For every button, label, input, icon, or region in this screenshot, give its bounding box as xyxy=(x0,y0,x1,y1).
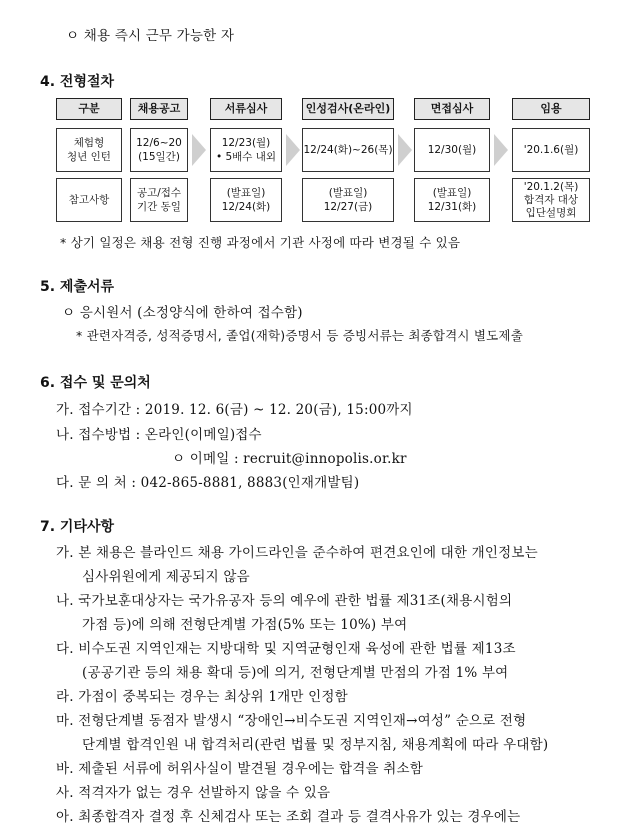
step-interview-row1: 12/30(월) xyxy=(414,128,490,172)
section-7-item-cont: 심사위원에게 제공되지 않음 xyxy=(82,569,250,585)
step-appointment-row2 xyxy=(512,178,590,222)
step-document-review-row1-line1: 12/23(월) xyxy=(221,137,271,149)
step-document-review-row1-line2: • 5배수 내외 xyxy=(215,151,277,163)
step-document-review-row2-line1: (발표일) xyxy=(226,187,266,199)
section-5-title: 5. 제출서류 xyxy=(40,279,115,295)
step-header-announcement: 채용공고 xyxy=(130,98,188,120)
section-5-line2: * 관련자격증, 성적증명서, 졸업(재학)증명서 등 증빙서류는 최종합격시 별도제출 xyxy=(76,328,523,343)
section-7-item: 바. 제출된 서류에 허위사실이 발견될 경우에는 합격을 취소함 xyxy=(56,761,423,777)
section-7-item: 다. 비수도권 지역인재는 지방대학 및 지역균형인재 육성에 관한 법률 제13조 xyxy=(56,641,516,657)
step-header-appointment: 임용 xyxy=(512,98,590,120)
section-7-title: 7. 기타사항 xyxy=(40,519,115,535)
section-6-email-line: ㅇ 이메일 : recruit@innopolis.or.kr xyxy=(172,451,407,467)
section-7-item: 사. 적격자가 없는 경우 선발하지 않을 수 있음 xyxy=(56,785,331,801)
step-appointment-row2-line3: 입단설명회 xyxy=(525,206,577,219)
step-personality-test-row2-line2: 12/27(금) xyxy=(323,201,373,213)
step-document-review-row2 xyxy=(210,178,282,222)
step-category-row1-line1: 체험형 xyxy=(73,137,105,149)
section-6-title: 6. 접수 및 문의처 xyxy=(40,375,151,391)
section-7-item: 아. 최종합격자 결정 후 신체검사 또는 조회 결과 등 결격사유가 있는 경우에는 xyxy=(56,809,521,825)
step-header-document-review: 서류심사 xyxy=(210,98,282,120)
section-7-item-cont: (공공기관 등의 채용 확대 등)에 의거, 전형단계별 만점의 가점 1% 부여 xyxy=(82,665,509,681)
step-header-category: 구분 xyxy=(56,98,122,120)
process-diagram xyxy=(56,98,591,224)
section-7-item: 나. 국가보훈대상자는 국가유공자 등의 예우에 관한 법률 제31조(채용시험의 xyxy=(56,593,513,609)
section-7-item: 가. 본 채용은 블라인드 채용 가이드라인을 준수하여 편견요인에 대한 개인정보는 xyxy=(56,545,538,561)
step-announcement-row2 xyxy=(130,178,188,222)
section-7-item: 라. 가점이 중복되는 경우는 최상위 1개만 인정함 xyxy=(56,689,348,705)
arrow-right-icon xyxy=(396,134,414,166)
section-7-item: 마. 전형단계별 동점자 발생시 “장애인→비수도권 지역인재→여성” 순으로 전형 xyxy=(56,713,527,729)
step-document-review-row2-line2: 12/24(화) xyxy=(221,201,271,213)
top-requirement-line: ㅇ 채용 즉시 근무 가능한 자 xyxy=(66,28,235,44)
step-category-row1 xyxy=(56,128,122,172)
step-appointment-row1: '20.1.6(월) xyxy=(512,128,590,172)
step-announcement-row2-line1: 공고/접수 xyxy=(136,187,182,199)
section-4-note: * 상기 일정은 채용 전형 진행 과정에서 기관 사정에 따라 변경될 수 있음 xyxy=(60,235,461,250)
step-announcement-row2-line2: 기간 동일 xyxy=(137,201,181,213)
step-interview-row2 xyxy=(414,178,490,222)
step-personality-test-row1: 12/24(화)~26(목) xyxy=(302,128,394,172)
step-interview-row2-line2: 12/31(화) xyxy=(427,201,477,213)
section-7-item-cont: 가점 등)에 의해 전형단계별 가점(5% 또는 10%) 부여 xyxy=(82,617,408,633)
arrow-right-icon xyxy=(190,134,208,166)
step-announcement-row1 xyxy=(130,128,188,172)
arrow-right-icon xyxy=(492,134,510,166)
step-announcement-row1-line2: (15일간) xyxy=(138,151,180,163)
arrow-right-icon xyxy=(284,134,302,166)
step-header-interview: 면접심사 xyxy=(414,98,490,120)
section-5-line1: ㅇ 응시원서 (소정양식에 한하여 접수함) xyxy=(62,305,303,321)
step-category-row2: 참고사항 xyxy=(56,178,122,222)
step-category-row1-line2: 청년 인턴 xyxy=(67,151,111,163)
step-appointment-row2-line1: '20.1.2(목) xyxy=(523,180,579,193)
section-7-item-cont: 단계별 합격인원 내 합격처리(관련 법률 및 정부지침, 채용계획에 따라 우대함) xyxy=(82,737,549,753)
step-document-review-row1 xyxy=(210,128,282,172)
step-personality-test-row2-line1: (발표일) xyxy=(328,187,368,199)
section-4-title: 4. 전형절차 xyxy=(40,74,115,90)
step-personality-test-row2 xyxy=(302,178,394,222)
step-header-personality-test: 인성검사(온라인) xyxy=(302,98,394,120)
section-6-line4: 다. 문 의 처 : 042-865-8881, 8883(인재개발팀) xyxy=(56,475,360,491)
section-6-line2: 나. 접수방법 : 온라인(이메일)접수 xyxy=(56,427,262,443)
section-6-line1: 가. 접수기간 : 2019. 12. 6(금) ~ 12. 20(금), 15:00까지 xyxy=(56,402,413,418)
step-announcement-row1-line1: 12/6~20 xyxy=(136,137,182,149)
step-appointment-row2-line2: 합격자 대상 xyxy=(523,193,579,206)
step-interview-row2-line1: (발표일) xyxy=(432,187,472,199)
